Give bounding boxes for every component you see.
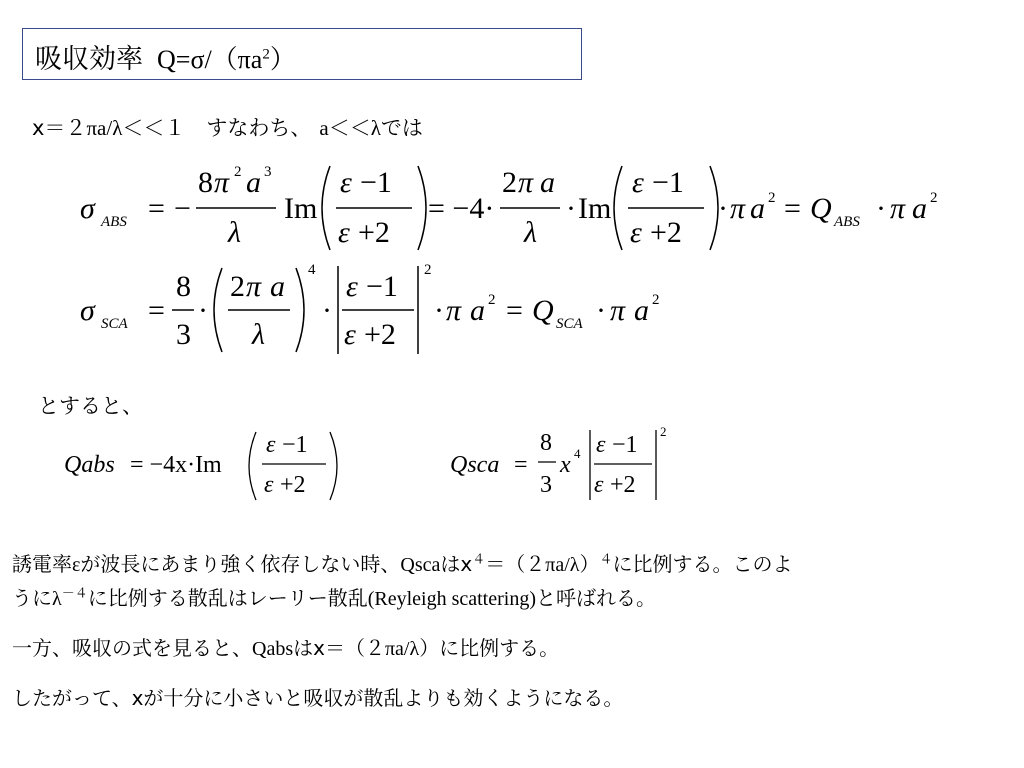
- svg-text:a: a: [750, 192, 765, 225]
- svg-text:+2: +2: [610, 472, 636, 498]
- svg-text:3: 3: [540, 472, 552, 498]
- svg-text:2: 2: [488, 292, 496, 308]
- svg-text:8: 8: [176, 270, 191, 303]
- svg-text:ε: ε: [338, 216, 350, 249]
- svg-text:−1: −1: [360, 166, 392, 199]
- svg-text:a: a: [246, 166, 261, 199]
- svg-text:−1: −1: [612, 432, 638, 458]
- svg-text:a: a: [634, 294, 649, 327]
- svg-text:ABS: ABS: [101, 214, 127, 230]
- svg-text:·: ·: [566, 192, 576, 225]
- svg-text:=: =: [514, 452, 528, 478]
- svg-text:8: 8: [540, 430, 552, 456]
- svg-text:π: π: [610, 294, 626, 327]
- paragraph-4: したがって、xが十分に小さいと吸収が散乱よりも効くようになる。: [12, 686, 624, 710]
- svg-text:=: =: [148, 294, 165, 327]
- svg-text:ε: ε: [264, 472, 274, 498]
- svg-text:π: π: [214, 166, 230, 199]
- svg-text:λ: λ: [252, 318, 265, 351]
- sigma-abs-equation: [80, 164, 938, 250]
- svg-text:ε: ε: [266, 432, 276, 458]
- svg-text:σ: σ: [80, 294, 95, 327]
- condition-line: x＝２πa/λ＜＜１ すなわち、 a＜＜λでは: [32, 116, 423, 140]
- then-text: とすると、: [38, 394, 143, 418]
- svg-text:ε: ε: [344, 318, 356, 351]
- svg-text:+2: +2: [358, 216, 390, 249]
- svg-text:ε: ε: [596, 432, 606, 458]
- svg-text:x: x: [560, 452, 571, 478]
- svg-text:π: π: [518, 166, 534, 199]
- svg-text:ε: ε: [630, 216, 642, 249]
- sigma-sca-equation: [80, 262, 660, 354]
- svg-text:2: 2: [234, 164, 242, 180]
- svg-text:+2: +2: [650, 216, 682, 249]
- svg-text:4: 4: [574, 446, 581, 461]
- svg-text:λ: λ: [228, 216, 241, 249]
- svg-text:= −4x·Im: = −4x·Im: [130, 452, 222, 478]
- svg-text:2: 2: [230, 270, 245, 303]
- svg-text:·: ·: [876, 192, 886, 225]
- qabs-formula: [64, 432, 337, 500]
- svg-text:8: 8: [198, 166, 213, 199]
- svg-text:ABS: ABS: [834, 214, 860, 230]
- qsca-formula: [450, 424, 667, 500]
- svg-text:a: a: [540, 166, 555, 199]
- svg-text:ε: ε: [632, 166, 644, 199]
- svg-text:π: π: [246, 270, 262, 303]
- svg-text:·: ·: [434, 294, 444, 327]
- svg-text:λ: λ: [524, 216, 537, 249]
- svg-text:·: ·: [198, 294, 208, 327]
- paragraph-1: 誘電率εが波長にあまり強く依存しない時、Qscaは$x^4=(2\pi a/\lambda)^4$に比例する。このよ: [12, 552, 793, 576]
- paragraph-2: うに$\lambda^{-4}$に比例する散乱はレーリー散乱(Reyleigh scattering)と呼ばれる。: [12, 586, 656, 610]
- svg-text:Im: Im: [284, 192, 318, 225]
- svg-text:a: a: [912, 192, 927, 225]
- svg-text:−1: −1: [652, 166, 684, 199]
- svg-text:=: =: [784, 192, 801, 225]
- svg-text:Q: Q: [532, 294, 554, 327]
- svg-text:2: 2: [652, 292, 660, 308]
- svg-text:2: 2: [930, 190, 938, 206]
- svg-text:π: π: [446, 294, 462, 327]
- svg-text:+2: +2: [280, 472, 306, 498]
- svg-text:2: 2: [424, 262, 432, 278]
- svg-text:2: 2: [660, 424, 667, 439]
- title-label: 吸収効率: [35, 44, 143, 75]
- svg-text:a: a: [470, 294, 485, 327]
- svg-text:Qabs: Qabs: [64, 452, 115, 478]
- svg-text:π: π: [890, 192, 906, 225]
- svg-text:2: 2: [768, 190, 776, 206]
- svg-text:·: ·: [718, 192, 728, 225]
- svg-text:ε: ε: [594, 472, 604, 498]
- svg-text:ε: ε: [340, 166, 352, 199]
- svg-text:=: =: [506, 294, 523, 327]
- svg-text:Q: Q: [810, 192, 832, 225]
- svg-text:a: a: [270, 270, 285, 303]
- svg-text:ε: ε: [346, 270, 358, 303]
- svg-text:π: π: [730, 192, 746, 225]
- svg-text:4: 4: [308, 262, 316, 278]
- svg-text:−: −: [174, 192, 191, 225]
- svg-text:SCA: SCA: [101, 316, 128, 332]
- svg-text:Im: Im: [578, 192, 612, 225]
- svg-text:Qsca: Qsca: [450, 452, 500, 478]
- svg-text:3: 3: [176, 318, 191, 351]
- svg-text:=: =: [148, 192, 165, 225]
- svg-text:SCA: SCA: [556, 316, 583, 332]
- svg-text:2: 2: [502, 166, 517, 199]
- svg-text:−1: −1: [366, 270, 398, 303]
- svg-text:+2: +2: [364, 318, 396, 351]
- svg-text:= −4·: = −4·: [428, 192, 495, 225]
- svg-text:σ: σ: [80, 192, 95, 225]
- title-formula: $Q=\sigma/(\pi a^2)$: [157, 45, 296, 74]
- svg-text:·: ·: [596, 294, 606, 327]
- svg-text:3: 3: [264, 164, 272, 180]
- svg-text:·: ·: [322, 294, 332, 327]
- paragraph-3: 一方、吸収の式を見ると、Qabsはx＝（２πa/λ）に比例する。: [12, 636, 560, 660]
- svg-text:−1: −1: [282, 432, 308, 458]
